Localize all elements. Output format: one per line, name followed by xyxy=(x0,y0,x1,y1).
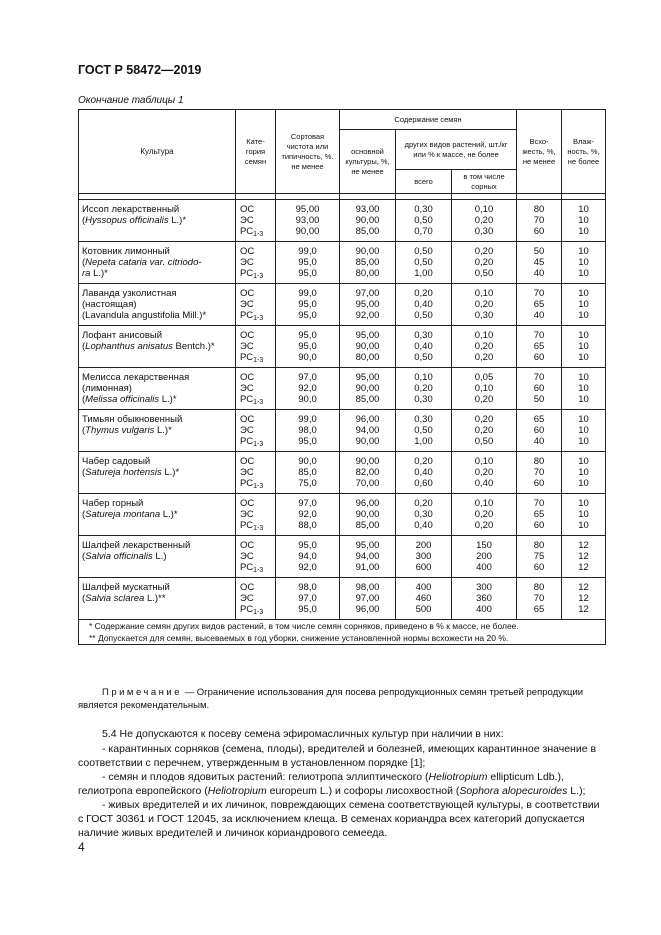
table-row xyxy=(79,368,606,410)
seed-category: ОС ЭС $РС_{1-3}$ xyxy=(240,204,264,238)
main-crop-values: 93,00 90,00 85,00 xyxy=(355,204,380,237)
table-row xyxy=(79,452,606,494)
other-total-values: 0,30 0,50 1,00 xyxy=(414,414,433,447)
crop-name: Чабер горный (Satureja montana L.)* xyxy=(82,498,178,520)
purity-values: 97,0 92,0 90,0 xyxy=(298,372,317,405)
germination-values: 80 70 65 xyxy=(533,582,545,615)
col-incl-weeds: в том числе сорных xyxy=(452,170,517,194)
col-crop: Культура xyxy=(79,110,236,194)
weeds-values: 0,10 0,20 0,20 xyxy=(474,498,494,531)
note-label: Примечание xyxy=(102,687,182,698)
germination-values: 50 45 40 xyxy=(533,246,545,279)
note xyxy=(78,686,606,712)
crop-name: Шалфей лекарственный (Salvia officinalis L.) xyxy=(82,540,191,562)
purity-values: 99,0 98,0 95,0 xyxy=(298,414,317,447)
col-germination: Всхо-жесть, %, не менее xyxy=(517,110,562,194)
germination-values: 70 60 50 xyxy=(533,372,545,405)
seed-category: ОС ЭС $РС_{1-3}$ xyxy=(240,540,264,574)
footnote-2: ** Допускается для семян, высеваемых в год уборки, снижение установленной нормы всхожести на 20 %. xyxy=(89,633,509,643)
col-main-crop: основной культуры, %, не менее xyxy=(340,130,396,194)
purity-values: 95,0 95,0 90,0 xyxy=(298,330,317,363)
moisture-values: 10 10 10 xyxy=(578,246,589,279)
main-crop-values: 95,00 94,00 91,00 xyxy=(355,540,380,573)
table-row xyxy=(79,494,606,536)
other-total-values: 0,10 0,20 0,30 xyxy=(414,372,433,405)
other-total-values: 0,20 0,30 0,40 xyxy=(414,498,433,531)
seed-category: ОС ЭС $РС_{1-3}$ xyxy=(240,456,264,490)
moisture-values: 10 10 10 xyxy=(578,498,589,531)
crop-name: Тимьян обыкновенный (Thymus vulgaris L.)* xyxy=(82,414,183,436)
page-number: 4 xyxy=(78,840,85,854)
other-total-values: 0,20 0,40 0,50 xyxy=(414,288,433,321)
other-total-values: 0,20 0,40 0,60 xyxy=(414,456,433,489)
table-row xyxy=(79,284,606,326)
purity-values: 99,0 95,0 95,0 xyxy=(298,246,317,279)
paragraph-quarantine: - карантинных сорняков (семена, плоды), вредителей и болезней, имеющих карантинное значение в соответствии с перечнем, утвержденным в установленном порядке [1]; xyxy=(78,743,597,769)
germination-values: 80 70 60 xyxy=(533,456,545,489)
col-total: всего xyxy=(396,170,452,194)
purity-values: 98,0 97,0 95,0 xyxy=(298,582,317,615)
paragraph-pests: - живых вредителей и их личинок, повреждающих семена соответствующей культуры, в соответствии с ГОСТ 30361 и ГОСТ 12045, за исключением клеща. В семенах кориандра всех категорий допускается наличие живых вредителей и личинок кориандрового семееда. xyxy=(78,799,600,839)
crop-name: Котовник лимонный (Nepeta cataria var. citriodo- ra L.)* xyxy=(82,246,202,279)
table-row xyxy=(79,200,606,242)
other-total-values: 0,50 0,50 1,00 xyxy=(414,246,433,279)
crop-name: Шалфей мускатный (Salvia sclarea L.)** xyxy=(82,582,170,604)
moisture-values: 10 10 10 xyxy=(578,204,589,237)
table-row xyxy=(79,326,606,368)
weeds-values: 0,10 0,20 0,40 xyxy=(474,456,494,489)
germination-values: 70 65 40 xyxy=(533,288,545,321)
seed-category: ОС ЭС $РС_{1-3}$ xyxy=(240,372,264,406)
main-crop-values: 90,00 82,00 70,00 xyxy=(355,456,380,489)
weeds-values: 300 360 400 xyxy=(476,582,492,615)
main-crop-values: 95,00 90,00 80,00 xyxy=(355,330,380,363)
col-content-group: Содержание семян xyxy=(340,110,517,130)
table-row xyxy=(79,536,606,578)
germination-values: 80 70 60 xyxy=(533,204,545,237)
main-crop-values: 97,00 95,00 92,00 xyxy=(355,288,380,321)
col-category: Кате-гория семян xyxy=(236,110,276,194)
seed-category: ОС ЭС $РС_{1-3}$ xyxy=(240,288,264,322)
weeds-values: 0,10 0,20 0,20 xyxy=(474,330,494,363)
purity-values: 90,0 85,0 75,0 xyxy=(298,456,317,489)
col-purity: Сортовая чистота или типичность, %. не менее xyxy=(276,110,340,194)
seed-category: ОС ЭС $РС_{1-3}$ xyxy=(240,246,264,280)
document-header: ГОСТ Р 58472—2019 xyxy=(78,63,202,77)
paragraph-poisonous: - семян и плодов ядовитых растений: гелиотропа эллиптического (Heliotropium ellipticum Ldb.), гелиотропа европейского (Heliotropium europeum L.) и софоры лисохвостной (Sophora alopecuroides L.); xyxy=(78,771,586,797)
table-row xyxy=(79,578,606,620)
purity-values: 95,00 93,00 90,00 xyxy=(295,204,320,237)
seed-category: ОС ЭС $РС_{1-3}$ xyxy=(240,330,264,364)
moisture-values: 10 10 10 xyxy=(578,288,589,321)
weeds-values: 0,05 0,10 0,20 xyxy=(474,372,494,405)
main-crop-values: 90,00 85,00 80,00 xyxy=(355,246,380,279)
purity-values: 97,0 92,0 88,0 xyxy=(298,498,317,531)
seed-category: ОС ЭС $РС_{1-3}$ xyxy=(240,498,264,532)
weeds-values: 0,20 0,20 0,50 xyxy=(474,246,494,279)
main-crop-values: 98,00 97,00 96,00 xyxy=(355,582,380,615)
purity-values: 99,0 95,0 95,0 xyxy=(298,288,317,321)
germination-values: 70 65 60 xyxy=(533,330,545,363)
main-crop-values: 96,00 94,00 90,00 xyxy=(355,414,380,447)
table-row xyxy=(79,242,606,284)
crop-name: Мелисса лекарственная (лимонная) (Melissa officinalis L.)* xyxy=(82,372,190,405)
paragraph-5-4: 5.4 Не допускаются к посеву семена эфиромасличных культур при наличии в них: xyxy=(102,728,504,740)
germination-values: 70 65 60 xyxy=(533,498,545,531)
weeds-values: 0,10 0,20 0,30 xyxy=(474,204,494,237)
other-total-values: 200 300 600 xyxy=(415,540,432,573)
moisture-values: 10 10 10 xyxy=(578,456,589,489)
crop-name: Иссоп лекарственный (Hyssopus officinalis L.)* xyxy=(82,204,187,226)
moisture-values: 10 10 10 xyxy=(578,414,589,447)
other-total-values: 400 460 500 xyxy=(415,582,432,615)
col-other-species: других видов растений, шт./кг или % к массе, не более xyxy=(396,130,517,170)
weeds-values: 150 200 400 xyxy=(476,540,492,573)
crop-name: Лофант анисовый (Lophanthus anisatus Bentch.)* xyxy=(82,330,215,352)
germination-values: 65 60 40 xyxy=(533,414,545,447)
footnote-1: * Содержание семян других видов растений, в том числе семян сорняков, приведено в % к массе, не более. xyxy=(89,621,519,631)
moisture-values: 12 12 12 xyxy=(578,540,589,573)
main-crop-values: 96,00 90,00 85,00 xyxy=(355,498,380,531)
other-total-values: 0,30 0,40 0,50 xyxy=(414,330,433,363)
moisture-values: 12 12 12 xyxy=(578,582,589,615)
note-text: — Ограничение использования для посева репродукционных семян третьей репродукции является рекомендательным. xyxy=(78,687,584,711)
crop-name: Чабер садовый (Satureja hortensis L.)* xyxy=(82,456,180,478)
other-total-values: 0,30 0,50 0,70 xyxy=(414,204,433,237)
main-crop-values: 95,00 90,00 85,00 xyxy=(355,372,380,405)
seed-category: ОС ЭС $РС_{1-3}$ xyxy=(240,414,264,448)
weeds-values: 0,20 0,20 0,50 xyxy=(474,414,494,447)
moisture-values: 10 10 10 xyxy=(578,372,589,405)
table-row xyxy=(79,410,606,452)
seed-quality-table xyxy=(78,109,606,645)
col-moisture: Влаж-ность, %, не более xyxy=(562,110,606,194)
purity-values: 95,0 94,0 92,0 xyxy=(298,540,317,573)
moisture-values: 10 10 10 xyxy=(578,330,589,363)
weeds-values: 0,10 0,20 0,30 xyxy=(474,288,494,321)
table-caption: Окончание таблицы 1 xyxy=(78,95,184,106)
seed-category: ОС ЭС $РС_{1-3}$ xyxy=(240,582,264,616)
crop-name: Лаванда узколистная (настоящая) (Lavandula angustifolia Mill.)* xyxy=(82,288,207,321)
germination-values: 80 75 60 xyxy=(533,540,545,573)
table-footnotes xyxy=(79,620,606,645)
